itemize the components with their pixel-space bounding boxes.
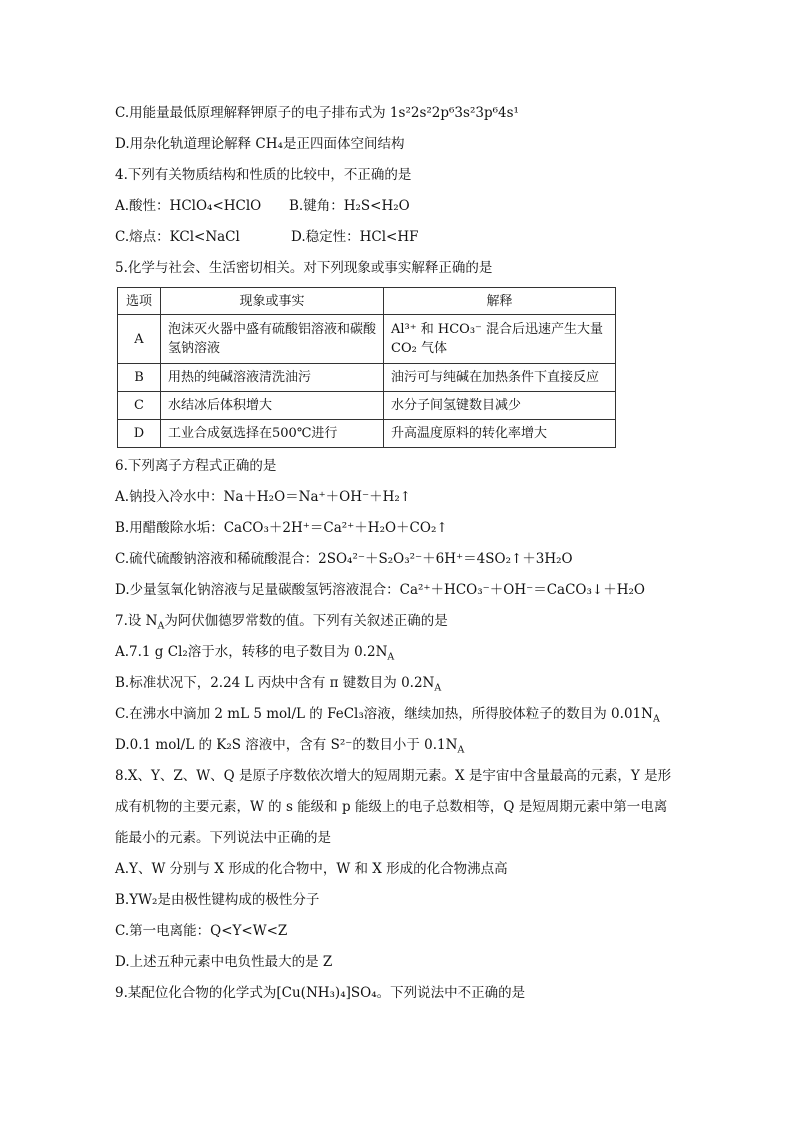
table-row	[118, 392, 616, 420]
table-header-option: 选项	[118, 288, 161, 315]
q3-option-d: D.用杂化轨道理论解释 CH₄是正四面体空间结构	[115, 136, 405, 152]
table-row	[118, 315, 616, 364]
q5-table	[117, 287, 616, 448]
q7-option-b: B.标准状况下，2.24 L 丙炔中含有 π 键数目为 $0.2N_A$	[115, 675, 442, 694]
q8-stem-line-2: 成有机物的主要元素，W 的 s 能级和 p 能级上的电子总数相等，Q 是短周期元素中第一电离	[115, 799, 668, 815]
table-cell-explanation: 水分子间氢键数目减少	[384, 392, 616, 420]
q8-option-a: A.Y、W 分别与 X 形成的化合物中，W 和 X 形成的化合物沸点高	[115, 861, 508, 877]
table-cell-explanation: 油污可与纯碱在加热条件下直接反应	[384, 364, 616, 392]
q8-option-c: C.第一电离能：Q<Y<W<Z	[115, 923, 288, 939]
q8-stem-line-3: 能最小的元素。下列说法中正确的是	[115, 830, 331, 846]
table-cell-explanation: 升高温度原料的转化率增大	[384, 420, 616, 448]
table-cell-phenomenon: 水结冰后体积增大	[161, 392, 384, 420]
table-cell-option: C	[118, 392, 161, 420]
q4-option-c: C.熔点：KCl<NaCl	[115, 229, 240, 245]
table-row	[118, 420, 616, 448]
table-cell-phenomenon: 用热的纯碱溶液清洗油污	[161, 364, 384, 392]
q7-option-c: C.在沸水中滴加 2 mL 5 mol/L 的 FeCl₃溶液，继续加热，所得胶体粒子的数目为 $0.01N_A$	[115, 706, 660, 725]
table-header-phenomenon: 现象或事实	[161, 288, 384, 315]
table-cell-phenomenon: 泡沫灭火器中盛有硫酸铝溶液和碳酸氢钠溶液	[161, 315, 384, 364]
q7-stem: 7.设 $N_A$为阿伏伽德罗常数的值。下列有关叙述正确的是	[115, 613, 448, 632]
q4-stem: 4.下列有关物质结构和性质的比较中，不正确的是	[115, 167, 412, 183]
table-cell-phenomenon: 工业合成氨选择在500℃进行	[161, 420, 384, 448]
table-row	[118, 364, 616, 392]
q5-stem: 5.化学与社会、生活密切相关。对下列现象或事实解释正确的是	[115, 260, 493, 276]
table-cell-option: B	[118, 364, 161, 392]
q6-option-b: B.用醋酸除水垢：CaCO₃＋2H⁺＝Ca²⁺＋H₂O＋CO₂↑	[115, 520, 448, 536]
q7-option-d: D.0.1 mol/L 的 K₂S 溶液中，含有 S²⁻的数目小于 $0.1N_A$	[115, 737, 465, 756]
q6-option-d: D.少量氢氧化钠溶液与足量碳酸氢钙溶液混合：Ca²⁺＋HCO₃⁻＋OH⁻＝CaCO₃↓＋H₂O	[115, 582, 645, 598]
q9-stem: 9.某配位化合物的化学式为[Cu(NH₃)₄]SO₄。下列说法中不正确的是	[115, 985, 526, 1001]
q4-option-a: A.酸性：HClO₄<HClO	[115, 198, 262, 214]
q4-option-b: B.键角：H₂S<H₂O	[289, 198, 410, 214]
q7-option-a: A.7.1 g Cl₂溶于水，转移的电子数目为 $0.2N_A$	[115, 644, 395, 663]
q6-option-a: A.钠投入冷水中：Na＋H₂O＝Na⁺＋OH⁻＋H₂↑	[115, 489, 412, 505]
q8-option-d: D.上述五种元素中电负性最大的是 Z	[115, 954, 333, 970]
q6-stem: 6.下列离子方程式正确的是	[115, 458, 277, 474]
table-header-explanation: 解释	[384, 288, 616, 315]
table-cell-option: A	[118, 315, 161, 364]
q4-option-d: D.稳定性：HCl<HF	[291, 229, 419, 245]
q8-option-b: B.YW₂是由极性键构成的极性分子	[115, 892, 320, 908]
q3-option-c: C.用能量最低原理解释钾原子的电子排布式为 1s²2s²2p⁶3s²3p⁶4s¹	[115, 105, 519, 121]
q8-stem-line-1: 8.X、Y、Z、W、Q 是原子序数依次增大的短周期元素。X 是宇宙中含量最高的元素，Y 是形	[115, 768, 672, 784]
table-cell-explanation: Al³⁺ 和 HCO₃⁻ 混合后迅速产生大量 CO₂ 气体	[384, 315, 616, 364]
q6-option-c: C.硫代硫酸钠溶液和稀硫酸混合：2SO₄²⁻＋S₂O₃²⁻＋6H⁺＝4SO₂↑＋3H₂O	[115, 551, 573, 567]
table-cell-option: D	[118, 420, 161, 448]
